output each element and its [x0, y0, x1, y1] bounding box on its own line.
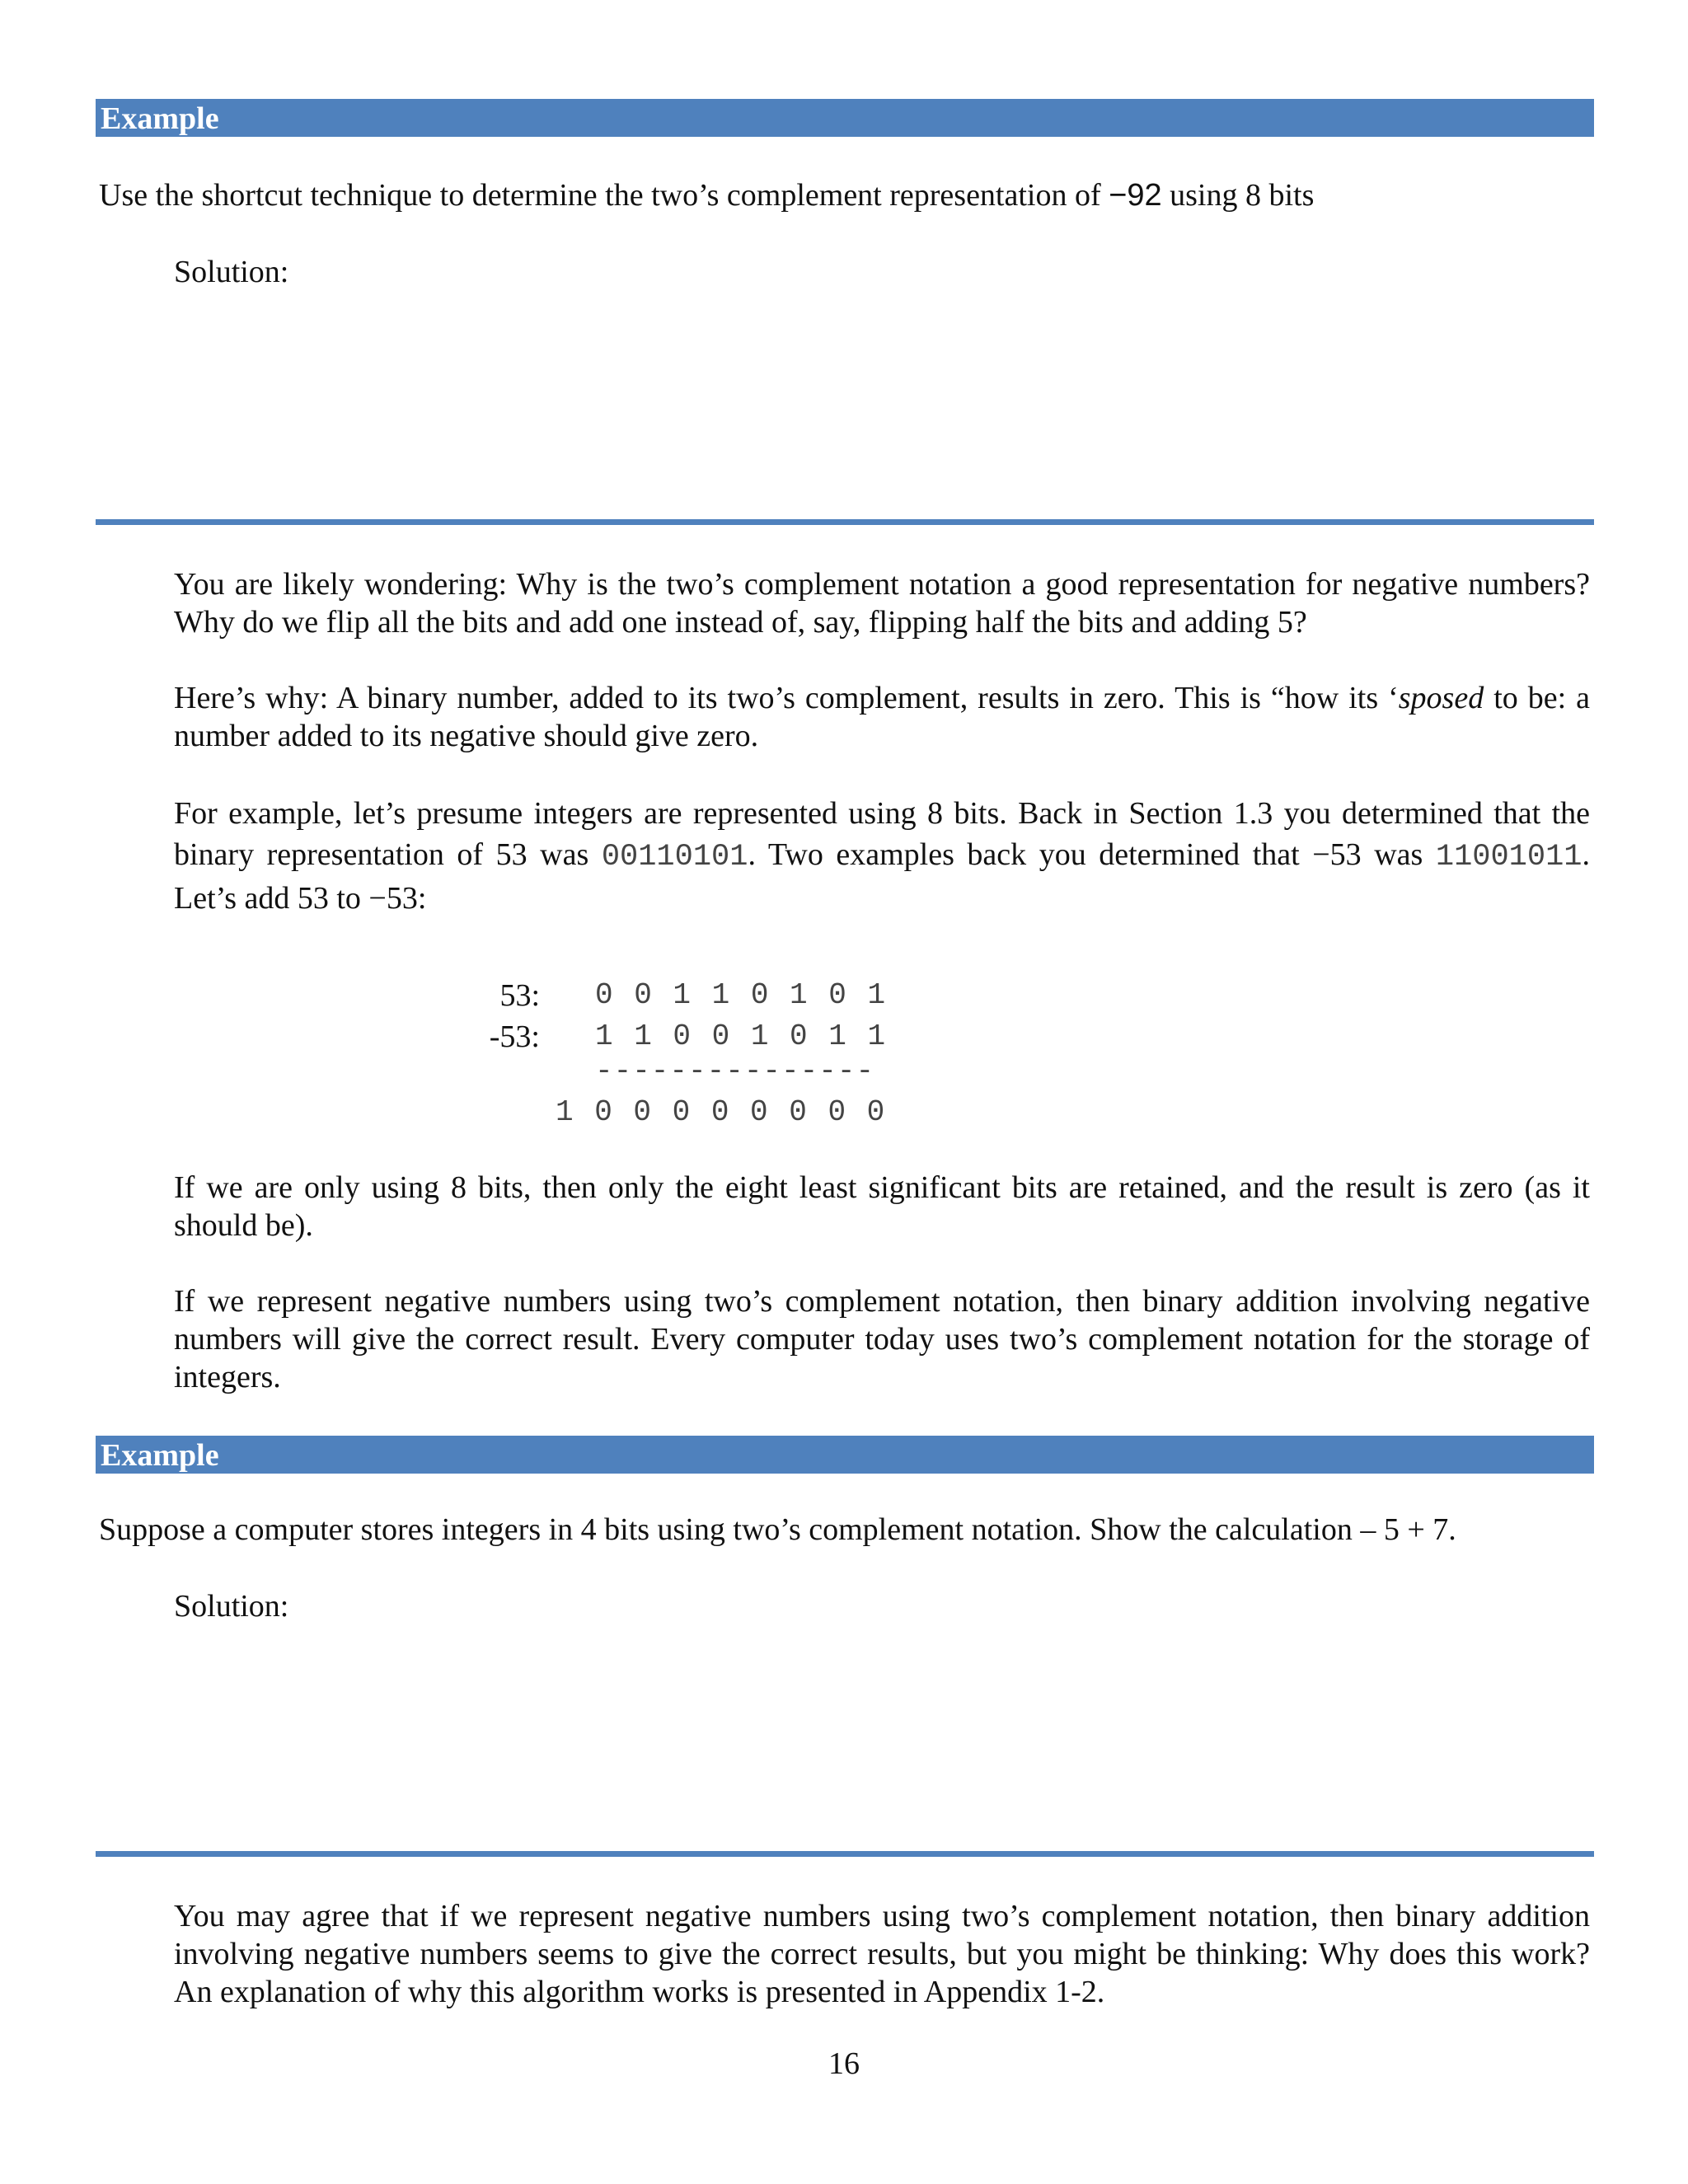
- paragraph-example-53-text-3: . Let’s add 53 to −53:: [174, 837, 1590, 916]
- paragraph-example-53-text-1: For example, let’s presume integers are represented using 8 bits. Back in Section 1.3 you determined that the binary representation of 53 was: [174, 796, 1590, 872]
- paragraph-why-question: You are likely wondering: Why is the two’s complement notation a good representation for negative numbers? Why do we flip all the bits and add one instead of, say, flipping half the bits and adding 5?: [174, 567, 1590, 640]
- paragraph-heres-why-text: Here’s why: A binary number, added to its two’s complement, results in zero. This is “how its ‘: [174, 681, 1399, 715]
- paragraph-eight-bits: If we are only using 8 bits, then only the eight least significant bits are retained, and the result is zero (as it should be).: [174, 1170, 1590, 1243]
- addend-bits-53: 0 0 1 1 0 1 0 1: [595, 978, 888, 1012]
- example-1-solution-label: Solution:: [174, 255, 289, 289]
- example-header-2: Example: [96, 1436, 1594, 1474]
- paragraph-correct-result: If we represent negative numbers using two’s complement notation, then binary addition involving negative numbers will give the correct result. Every computer today uses two’s complement notation for the storage of integers.: [174, 1284, 1590, 1394]
- paragraph-example-53: [174, 793, 1590, 919]
- example-2-end-rule: [96, 1851, 1594, 1857]
- example-header-1: Example: [96, 99, 1594, 137]
- paragraph-appendix: You may agree that if we represent negative numbers using two’s complement notation, then binary addition involving negative numbers seems to give the correct results, but you might be thinking: Why does this work? An explanation of why this algorithm works is presented in Appendix 1-2.: [174, 1899, 1590, 2009]
- paragraph-heres-why: [174, 679, 1590, 755]
- addend-bits-minus-53: 1 1 0 0 1 0 1 1: [595, 1019, 888, 1053]
- example-2-prompt: Suppose a computer stores integers in 4 bits using two’s complement notation. Show the calculation – 5 + 7.: [99, 1512, 1456, 1547]
- paragraph-example-53-text-2: . Two examples back you determined that −53 was: [748, 837, 1436, 872]
- addend-label-minus-53: -53:: [489, 1019, 540, 1054]
- paragraph-heres-why-rest: to be: a number added to its negative should give zero.: [174, 681, 1590, 753]
- paragraph-heres-why-italic: sposed: [1398, 681, 1484, 715]
- example-1-prompt-text: Use the shortcut technique to determine the two’s complement representation of: [99, 178, 1109, 213]
- example-1-prompt: [99, 176, 1314, 214]
- binary-53: 00110101: [601, 840, 748, 874]
- page-number: 16: [828, 2046, 860, 2081]
- example-1-prompt-suffix: using 8 bits: [1161, 178, 1315, 213]
- example-2-solution-label: Solution:: [174, 1589, 289, 1624]
- example-1-end-rule: [96, 519, 1594, 525]
- example-1-prompt-value: −92: [1109, 178, 1162, 213]
- binary-minus-53: 11001011: [1435, 840, 1582, 874]
- addition-result: 1 0 0 0 0 0 0 0 0: [556, 1095, 887, 1129]
- addition-divider: ---------------: [595, 1054, 875, 1088]
- addend-label-53: 53:: [499, 978, 540, 1013]
